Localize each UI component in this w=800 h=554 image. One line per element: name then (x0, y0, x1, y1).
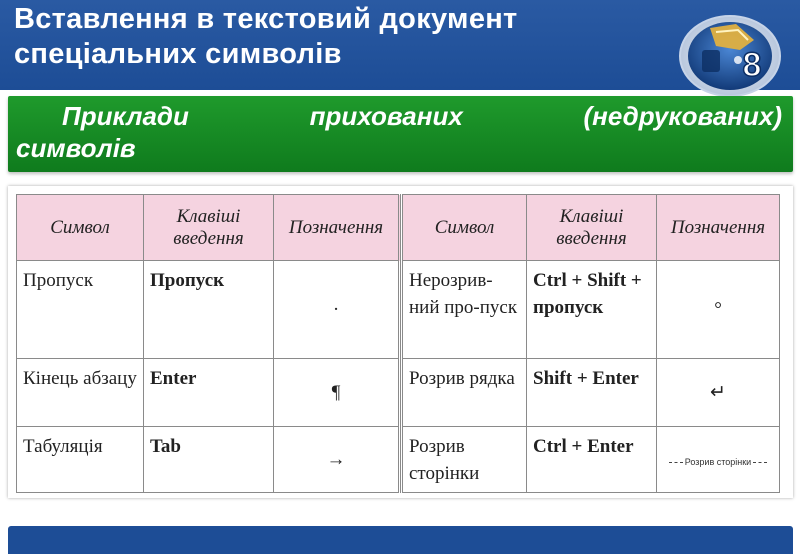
page-break-indicator (667, 449, 769, 476)
column-header: Позначення (657, 195, 780, 261)
subtitle-word: прихованих (309, 101, 463, 131)
table-row (17, 359, 780, 427)
key-combination: Ctrl + Shift + пропуск (527, 261, 657, 359)
grade-badge-logo (676, 10, 784, 98)
key-combination: Ctrl + Enter (527, 427, 657, 493)
column-header: Клавіші введення (527, 195, 657, 261)
symbol-name: Розрив рядка (403, 359, 527, 427)
subtitle-line1 (62, 100, 782, 132)
column-header: Символ (17, 195, 144, 261)
slide-title (14, 2, 674, 72)
column-header: Клавіші введення (144, 195, 274, 261)
key-combination: Enter (144, 359, 274, 427)
space-mark: · (274, 261, 400, 359)
key-combination: Tab (144, 427, 274, 493)
symbol-name: Пропуск (17, 261, 144, 359)
symbol-name: Розрив сторінки (403, 427, 527, 493)
footer-bar (8, 526, 793, 554)
subtitle-bar (8, 96, 793, 172)
tab-arrow-mark: → (274, 427, 400, 493)
symbol-name: Нерозрив-ний про-пуск (403, 261, 527, 359)
column-header: Позначення (274, 195, 400, 261)
grade-number: 8 (742, 46, 762, 84)
subtitle-word: (недрукованих) (583, 101, 782, 131)
symbols-table-image (8, 186, 793, 498)
table-row (17, 261, 780, 359)
key-combination: Shift + Enter (527, 359, 657, 427)
column-header: Символ (403, 195, 527, 261)
page-break-mark (657, 427, 780, 493)
nonbreaking-space-mark: ° (657, 261, 780, 359)
table-header-row (17, 195, 780, 261)
key-combination: Пропуск (144, 261, 274, 359)
symbol-name: Табуляція (17, 427, 144, 493)
slide-title-line1: Вставлення в текстовий документ (14, 3, 518, 35)
subtitle-word: Приклади (62, 101, 189, 131)
symbol-name: Кінець абзацу (17, 359, 144, 427)
symbols-table (16, 194, 780, 493)
subtitle-line2: символів (16, 133, 136, 163)
line-break-mark: ↵ (657, 359, 780, 427)
slide-title-line2: спеціальних символів (14, 38, 342, 70)
pilcrow-mark: ¶ (274, 359, 400, 427)
page-break-label: Розрив сторінки (684, 456, 752, 467)
table-row (17, 427, 780, 493)
